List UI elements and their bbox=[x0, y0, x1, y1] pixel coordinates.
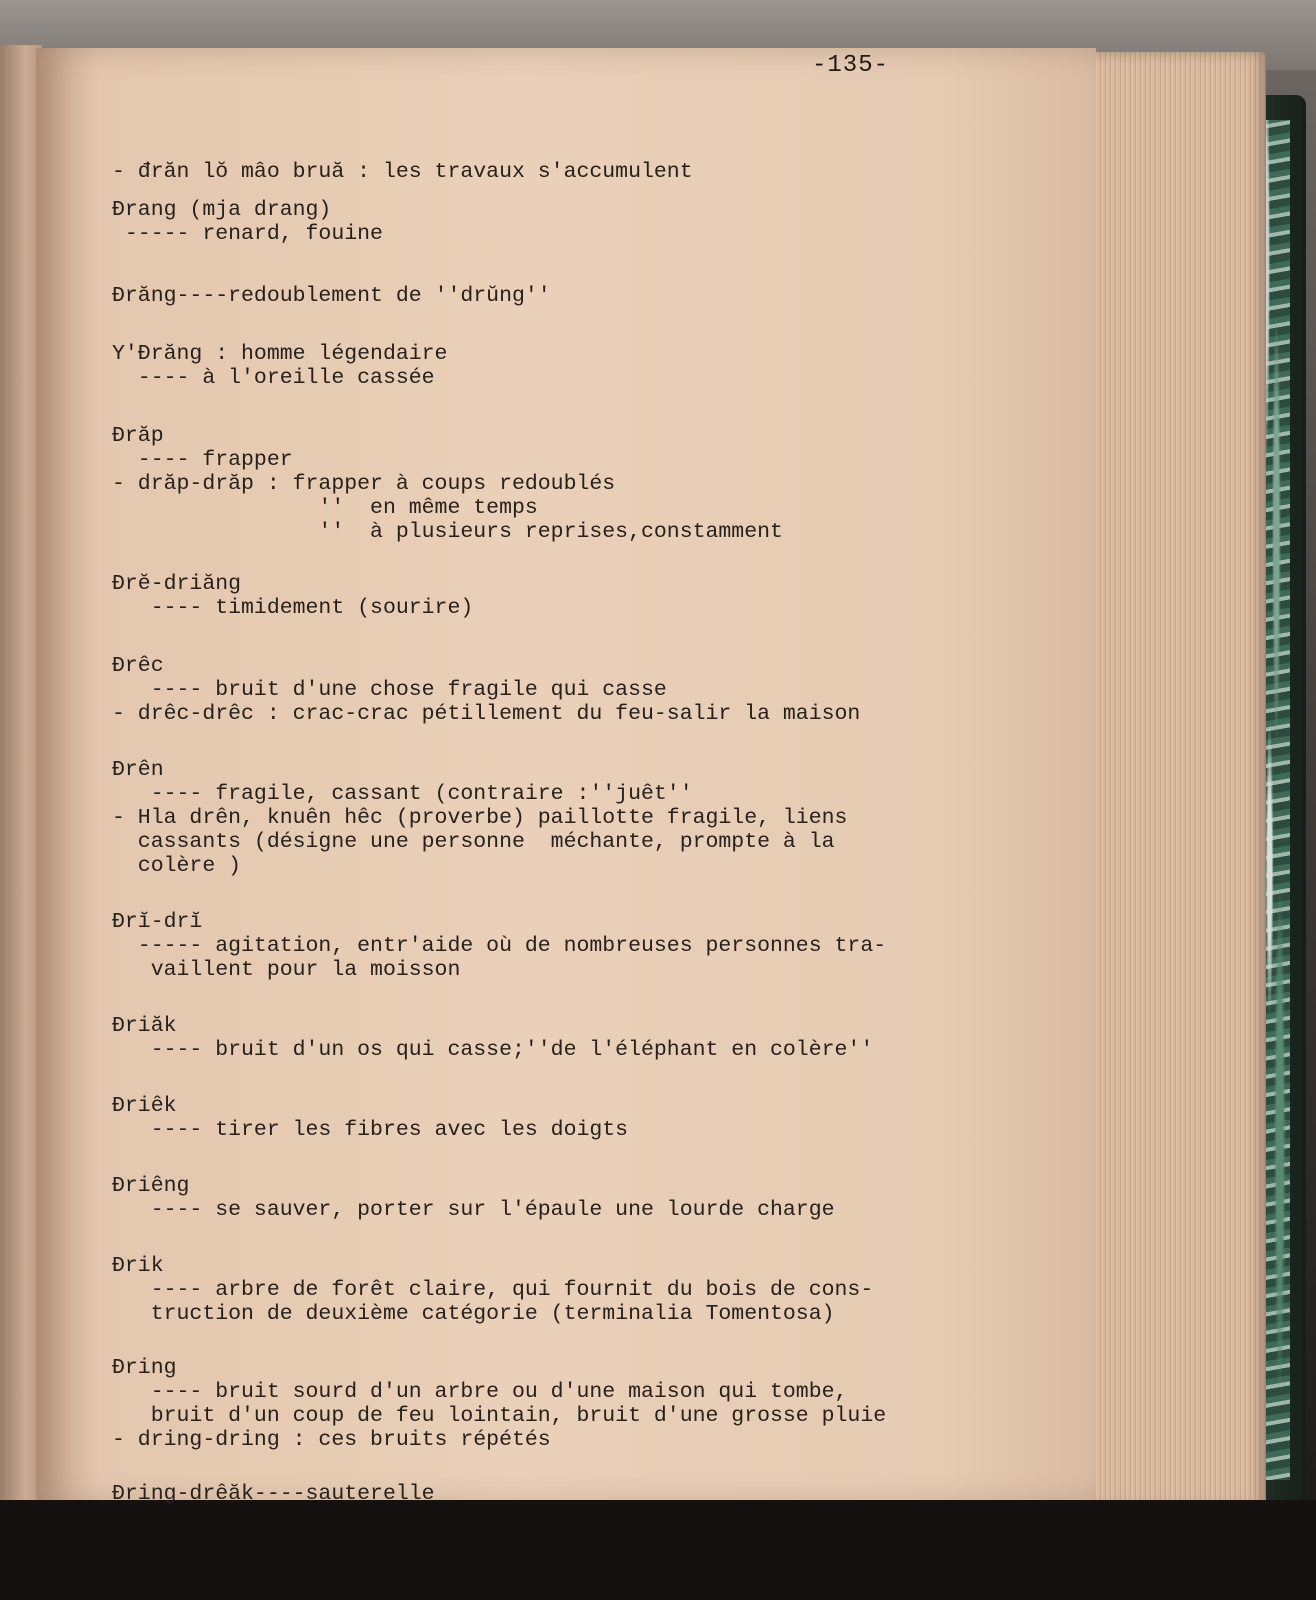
entry-definition-line: bruit d'un coup de feu lointain, bruit d'une grosse pluie bbox=[112, 1404, 887, 1428]
entry-headword-line: Đring-drêăk----sauterelle bbox=[112, 1482, 435, 1506]
entry-definition-line: ---- bruit d'un os qui casse;''de l'éléphant en colère'' bbox=[112, 1038, 874, 1062]
dictionary-entry bbox=[112, 424, 1072, 544]
dictionary-entries bbox=[112, 130, 1072, 1506]
dictionary-entry bbox=[112, 1094, 1072, 1142]
entry-definition-line: ---- fragile, cassant (contraire :''juêt'' bbox=[112, 782, 693, 806]
entry-headword-line: Đrĭ-drĭ bbox=[112, 910, 203, 934]
dictionary-entry bbox=[112, 654, 1072, 726]
entry-definition-line: colère ) bbox=[112, 854, 242, 878]
entry-definition-line: ---- arbre de forêt claire, qui fournit du bois de cons- bbox=[112, 1278, 874, 1302]
entry-definition-line: ---- bruit d'une chose fragile qui casse bbox=[112, 678, 667, 702]
entry-definition-line: ---- frapper bbox=[112, 448, 293, 472]
entry-definition-line: vaillent pour la moisson bbox=[112, 958, 461, 982]
entry-headword-line: Đrik bbox=[112, 1254, 164, 1278]
dictionary-entry bbox=[112, 1174, 1072, 1222]
entry-headword-line: Đrăp bbox=[112, 424, 164, 448]
dictionary-entry bbox=[112, 160, 1072, 184]
entry-headword-line: - đrăn lŏ mâo bruă : les travaux s'accumulent bbox=[112, 160, 693, 184]
entry-definition-line: - drăp-drăp : frapper à coups redoublés bbox=[112, 472, 616, 496]
entry-headword-line: Đring bbox=[112, 1356, 177, 1380]
entry-definition-line: '' en même temps bbox=[112, 496, 538, 520]
entry-definition-line: - drêc-drêc : crac-crac pétillement du feu-salir la maison bbox=[112, 702, 861, 726]
entry-headword-line: Đriăk bbox=[112, 1014, 177, 1038]
entry-definition-line: '' à plusieurs reprises,constamment bbox=[112, 520, 783, 544]
dictionary-entry bbox=[112, 758, 1072, 878]
entry-definition-line: ---- bruit sourd d'un arbre ou d'une maison qui tombe, bbox=[112, 1380, 848, 1404]
entry-headword-line: Đrăng----redoublement de ''drŭng'' bbox=[112, 284, 551, 308]
entry-headword-line: Đrêc bbox=[112, 654, 164, 678]
entry-definition-line: ---- à l'oreille cassée bbox=[112, 366, 435, 390]
dictionary-entry bbox=[112, 284, 1072, 308]
entry-definition-line: truction de deuxième catégorie (terminalia Tomentosa) bbox=[112, 1302, 835, 1326]
entry-definition-line: cassants (désigne une personne méchante, prompte à la bbox=[112, 830, 835, 854]
entry-headword-line: Đrĕ-driăng bbox=[112, 572, 242, 596]
dictionary-entry bbox=[112, 1014, 1072, 1062]
entry-definition-line: - dring-dring : ces bruits répétés bbox=[112, 1428, 551, 1452]
entry-definition-line: ---- se sauver, porter sur l'épaule une lourde charge bbox=[112, 1198, 835, 1222]
dictionary-entry bbox=[112, 198, 1072, 246]
dictionary-entry bbox=[112, 1356, 1072, 1452]
page-stack-edge bbox=[1088, 52, 1266, 1507]
entry-headword-line: Đrên bbox=[112, 758, 164, 782]
page-number: -135- bbox=[812, 52, 890, 79]
dictionary-entry bbox=[112, 1254, 1072, 1326]
entry-definition-line: ---- timidement (sourire) bbox=[112, 596, 474, 620]
entry-definition-line: ---- tirer les fibres avec les doigts bbox=[112, 1118, 629, 1142]
entry-headword-line: Đriêng bbox=[112, 1174, 190, 1198]
dictionary-entry bbox=[112, 1482, 1072, 1506]
entry-definition-line: ----- renard, fouine bbox=[112, 222, 383, 246]
bottom-shadow bbox=[0, 1500, 1316, 1600]
entry-definition-line: - Hla drên, knuên hêc (proverbe) paillotte fragile, liens bbox=[112, 806, 848, 830]
dictionary-entry bbox=[112, 342, 1072, 390]
dictionary-entry bbox=[112, 910, 1072, 982]
dictionary-entry bbox=[112, 572, 1072, 620]
entry-definition-line: ----- agitation, entr'aide où de nombreuses personnes tra- bbox=[112, 934, 887, 958]
entry-headword-line: Đriêk bbox=[112, 1094, 177, 1118]
entry-headword-line: Đrang (mja drang) bbox=[112, 198, 332, 222]
entry-headword-line: Y'Đrăng : homme légendaire bbox=[112, 342, 448, 366]
